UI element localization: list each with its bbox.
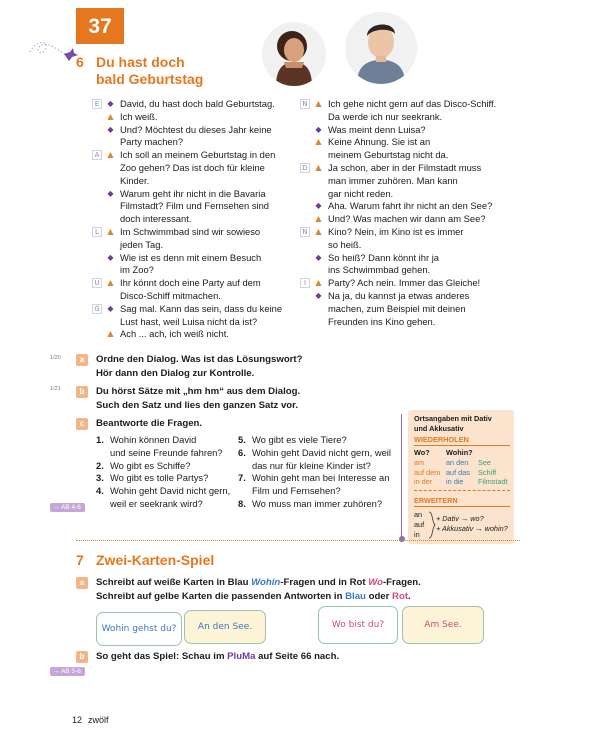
section-7-number: 7 xyxy=(76,552,84,568)
dialog-line xyxy=(300,252,439,278)
solution-letter: A xyxy=(92,150,102,160)
dialog-left-column xyxy=(92,98,292,348)
infobox-akkusativ-col: an den auf das in die xyxy=(446,458,470,487)
workbook-ref-4-6[interactable] xyxy=(50,503,85,512)
speaker-diamond-icon: ◆ xyxy=(107,188,114,198)
dialog-text: Und? Was machen wir dann am See? xyxy=(328,213,486,225)
dialog-text: Ach ... ach, ich weiß nicht. xyxy=(120,328,229,340)
speaker-diamond-icon: ◆ xyxy=(107,124,114,134)
dialog-right-column xyxy=(300,98,520,348)
task-b-line1: Du hörst Sätze mit „hm hm“ aus dem Dialog. xyxy=(96,386,301,397)
dialog-line xyxy=(92,252,261,278)
speaker-triangle-icon: ▲ xyxy=(315,137,322,147)
section-6-title-line1: Du hast doch xyxy=(96,54,185,70)
speaker-triangle-icon: ▲ xyxy=(315,214,322,224)
swirl-decoration-icon xyxy=(28,36,78,70)
task-7a-line2: Schreibt auf gelbe Karten die passenden Antworten in Blau oder Rot. xyxy=(96,591,411,602)
footer-page-word: zwölf xyxy=(88,715,109,725)
solution-letter: N xyxy=(300,99,310,109)
dialog-line xyxy=(300,277,480,290)
dialog-line xyxy=(300,290,469,328)
speaker-triangle-icon: ▲ xyxy=(315,99,322,108)
task-7a-badge: a xyxy=(76,577,88,589)
speaker-triangle-icon: ▲ xyxy=(107,111,114,121)
card-wohin-question: Wohin gehst du? xyxy=(96,612,182,646)
question-item: 3. Wo gibt es tolle Partys? xyxy=(96,472,209,484)
speaker-diamond-icon: ◆ xyxy=(315,124,322,134)
section-7-title: Zwei-Karten-Spiel xyxy=(96,552,215,568)
speaker-diamond-icon: ◆ xyxy=(107,252,114,262)
workbook-ref-5-6[interactable] xyxy=(50,667,85,676)
infobox-repeat-label: WIEDERHOLEN xyxy=(414,435,469,444)
question-item: 6. Wohin geht David nicht gern, weil das nur für kleine Kinder ist? xyxy=(238,446,391,471)
dialog-text: Party? Ach nein. Immer das Gleiche! xyxy=(328,277,481,289)
page-number-badge: 37 xyxy=(76,8,124,44)
boy-portrait xyxy=(345,12,417,84)
question-item: 4. Wohin geht David nicht gern, weil er seekrank wird? xyxy=(96,485,231,509)
dialog-line xyxy=(92,188,269,226)
girl-portrait xyxy=(262,22,326,86)
infobox-title: Ortsangaben mit Dativ und Akkusativ xyxy=(414,414,492,433)
solution-letter: D xyxy=(300,163,310,173)
task-a-line1: Ordne den Dialog. Was ist das Lösungswort? xyxy=(96,354,303,365)
task-b-badge: b xyxy=(76,386,88,398)
solution-letter: E xyxy=(92,99,102,109)
task-a-badge: a xyxy=(76,354,88,366)
audio-track-1-21: 1/21 xyxy=(50,386,61,392)
workbook-ref-label: → AB 4-6 xyxy=(50,503,85,512)
speaker-triangle-icon: ▲ xyxy=(315,227,322,236)
infobox-dativ-rule: + Dativ → wo? xyxy=(436,514,484,523)
dialog-text: Ich gehe nicht gern auf das Disco-Schiff. Da werde ich nur seekrank. xyxy=(328,98,497,122)
dialog-line xyxy=(92,98,275,111)
question-item: 1. Wohin können David und seine Freunde fahren? xyxy=(96,434,223,458)
dialog-text: Wie ist es denn mit einem Besuch im Zoo? xyxy=(120,251,262,276)
task-7b-line: So geht das Spiel: Schau im PluMa auf Seite 66 nach. xyxy=(96,651,340,662)
audio-track-1-20: 1/20 xyxy=(50,355,61,361)
infobox-brace-icon xyxy=(428,511,436,539)
infobox-akkusativ-rule: + Akkusativ → wohin? xyxy=(436,524,508,533)
solution-letter: L xyxy=(92,227,102,237)
section-6-title-line2: bald Geburtstag xyxy=(96,71,204,87)
speaker-triangle-icon: ▲ xyxy=(107,150,114,160)
task-a-line2: Hör dann den Dialog zur Kontrolle. xyxy=(96,368,255,379)
questions-right xyxy=(238,434,398,511)
dialog-line xyxy=(300,226,463,252)
dialog-line xyxy=(92,226,260,252)
dialog-text: David, du hast doch bald Geburtstag. xyxy=(120,98,275,109)
dialog-text: Ich weiß. xyxy=(120,110,158,122)
speaker-triangle-icon: ▲ xyxy=(315,163,322,172)
infobox-noun-col: See Schiff Filmstadt xyxy=(478,458,508,487)
workbook-ref-label: → AB 5-6 xyxy=(50,667,85,676)
dialog-text: Keine Ahnung. Sie ist an meinem Geburtstag nicht da. xyxy=(328,136,449,161)
question-item: 5. Wo gibt es viele Tiere? xyxy=(238,434,347,445)
card-wo-question: Wo bist du? xyxy=(318,606,398,644)
dialog-line xyxy=(92,277,261,303)
section-6-number: 6 xyxy=(76,54,84,70)
solution-letter: U xyxy=(92,278,102,288)
card-answer-am-see: Am See. xyxy=(402,606,484,644)
dialog-text: Aha. Warum fahrt ihr nicht an den See? xyxy=(328,200,493,212)
speaker-triangle-icon: ▲ xyxy=(107,329,114,339)
dialog-text: Sag mal. Kann das sein, dass du keine Lust hast, weil Luisa nicht da ist? xyxy=(120,302,283,327)
dialog-text: Warum geht ihr nicht in die Bavaria Filmstadt? Film und Fernsehen sind doch interessant. xyxy=(120,187,270,225)
speaker-diamond-icon: ◆ xyxy=(315,201,322,211)
speaker-triangle-icon: ▲ xyxy=(107,278,114,288)
question-item: 7. Wohin geht man bei Interesse an Film und Fernsehen? xyxy=(238,472,390,497)
dialog-text: Na ja, du kannst ja etwas anderes machen, zum Beispiel mit deinen Freunden ins Kino gehen. xyxy=(328,290,470,327)
dialog-text: Im Schwimmbad sind wir sowieso jeden Tag. xyxy=(120,226,261,250)
dialog-line xyxy=(300,124,426,137)
dialog-line xyxy=(92,149,275,187)
grammar-info-box xyxy=(408,410,514,544)
solution-letter: I xyxy=(300,278,310,288)
infobox-prepositions: an auf in xyxy=(414,510,425,539)
speaker-diamond-icon: ◆ xyxy=(315,291,322,300)
dialog-line xyxy=(300,200,492,213)
dialog-text: Ihr könnt doch eine Party auf dem Disco-Schiff mitmachen. xyxy=(120,277,261,301)
task-7b-badge: b xyxy=(76,651,88,663)
footer-page-number: 12 xyxy=(72,715,83,725)
speaker-triangle-icon: ▲ xyxy=(107,227,114,236)
question-item: 2. Wo gibt es Schiffe? xyxy=(96,459,191,471)
infobox-vertical-line xyxy=(401,414,402,542)
dialog-text: Was meint denn Luisa? xyxy=(328,123,426,135)
dialog-line xyxy=(92,328,229,341)
dialog-line xyxy=(92,111,158,124)
questions-left xyxy=(96,434,236,511)
dialog-line xyxy=(92,303,282,329)
speaker-diamond-icon: ◆ xyxy=(107,303,114,313)
speaker-diamond-icon: ◆ xyxy=(315,252,322,262)
task-c-badge: c xyxy=(76,418,88,430)
task-b-line2: Such den Satz und lies den ganzen Satz vor. xyxy=(96,400,299,411)
dialog-line xyxy=(300,136,448,162)
solution-letter: G xyxy=(92,304,102,314)
dialog-line xyxy=(300,98,496,124)
dialog-line xyxy=(300,213,486,226)
speaker-diamond-icon: ◆ xyxy=(107,99,114,108)
infobox-col-wo: Wo? xyxy=(414,448,430,457)
infobox-dativ-col: am auf dem in der xyxy=(414,458,441,487)
task-7a-line1: Schreibt auf weiße Karten in Blau Wohin-Fragen und in Rot Wo-Fragen. xyxy=(96,577,421,588)
question-item: 8. Wo muss man immer zuhören? xyxy=(238,497,383,509)
dialog-text: Ja schon, aber in der Filmstadt muss man immer zuhören. Man kann gar nicht reden. xyxy=(328,162,482,199)
dialog-text: Ich soll an meinem Geburtstag in den Zoo gehen? Das ist doch für kleine Kinder. xyxy=(120,149,276,186)
dialog-text: Kino? Nein, im Kino ist es immer so heiß. xyxy=(328,226,464,250)
infobox-dot xyxy=(399,536,405,542)
section-divider xyxy=(76,540,520,541)
speaker-triangle-icon: ▲ xyxy=(315,278,322,288)
dialog-line xyxy=(92,124,272,150)
infobox-extend-label: ERWEITERN xyxy=(414,496,458,505)
dialog-text: So heiß? Dann könnt ihr ja ins Schwimmbad gehen. xyxy=(328,251,440,276)
dialog-line xyxy=(300,162,481,200)
infobox-col-wohin: Wohin? xyxy=(446,448,473,457)
dialog-text: Und? Möchtest du dieses Jahr keine Party machen? xyxy=(120,123,272,148)
task-c-title: Beantworte die Fragen. xyxy=(96,418,203,429)
card-answer-an-den-see: An den See. xyxy=(184,610,266,644)
solution-letter: N xyxy=(300,227,310,237)
